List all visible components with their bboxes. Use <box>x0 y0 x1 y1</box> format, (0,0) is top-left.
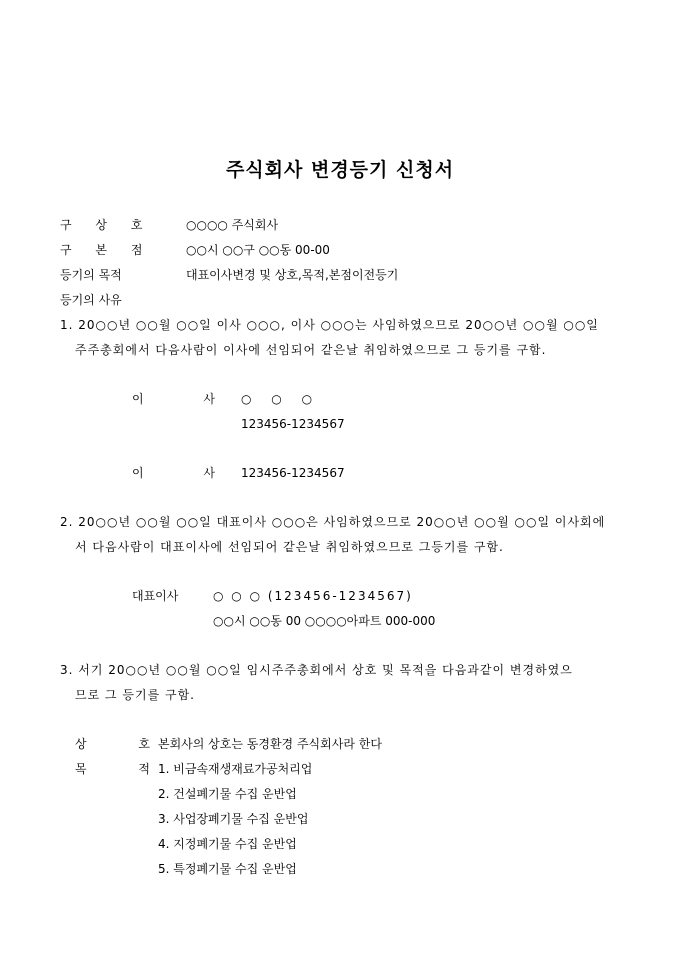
director2-id: 123456-1234567 <box>241 466 345 480</box>
director2-label: 이 사 <box>132 466 243 480</box>
purpose-item: 2. 건설폐기물 수집 운반업 <box>158 787 297 801</box>
purpose-item: 4. 지정폐기물 수집 운반업 <box>158 837 297 851</box>
item2-line2: 서 다음사람이 대표이사에 선임되어 같은날 취임하였으므로 그등기를 구함. <box>75 540 504 554</box>
reason-label: 등기의 사유 <box>60 293 122 307</box>
item2-line1: 2. 20○○년 ○○월 ○○일 대표이사 ○○○은 사임하였으므로 20○○년 ○○월 ○○일 이사회에 <box>60 515 606 529</box>
item1-line1: 1. 20○○년 ○○월 ○○일 이사 ○○○, 이사 ○○○는 사임하였으므로 20○○년 ○○월 ○○일 <box>60 318 599 332</box>
purpose-value: 대표이사변경 및 상호,목적,본점이전등기 <box>186 268 399 282</box>
item1-line2: 주주총회에서 다음사람이 이사에 선임되어 같은날 취임하였으므로 그 등기를 구함. <box>75 343 547 357</box>
purpose-item: 1. 비금속재생재료가공처리업 <box>158 762 313 776</box>
rep-label: 대표이사 <box>132 589 179 603</box>
director1-label: 이 사 <box>132 392 243 406</box>
old-name-label: 구 상 호 <box>60 218 153 232</box>
purpose-item: 3. 사업장폐기물 수집 운반업 <box>158 812 309 826</box>
rep-name: ○ ○ ○ (123456-1234567) <box>213 589 413 603</box>
item3-line2: 므로 그 등기를 구함. <box>75 688 195 702</box>
rep-address: ○○시 ○○동 00 ○○○○아파트 000-000 <box>213 614 436 628</box>
document-title: 주식회사 변경등기 신청서 <box>225 159 455 181</box>
old-office-value: ○○시 ○○구 ○○동 00-00 <box>186 243 330 257</box>
old-office-label: 구 본 점 <box>60 243 153 257</box>
new-purpose-label: 목 적 <box>75 762 174 776</box>
item3-line1: 3. 서기 20○○년 ○○월 ○○일 임시주주총회에서 상호 및 목적을 다음과같이 변경하였으 <box>60 663 573 677</box>
director1-name: ○ ○ ○ <box>241 392 321 406</box>
new-name-label: 상 호 <box>75 737 174 751</box>
director1-id: 123456-1234567 <box>241 417 345 431</box>
purpose-label: 등기의 목적 <box>60 268 122 282</box>
purpose-item: 5. 특정폐기물 수집 운반업 <box>158 862 297 876</box>
old-name-value: ○○○○ 주식회사 <box>186 218 279 232</box>
new-name-value: 본회사의 상호는 동경환경 주식회사라 한다 <box>158 737 382 751</box>
